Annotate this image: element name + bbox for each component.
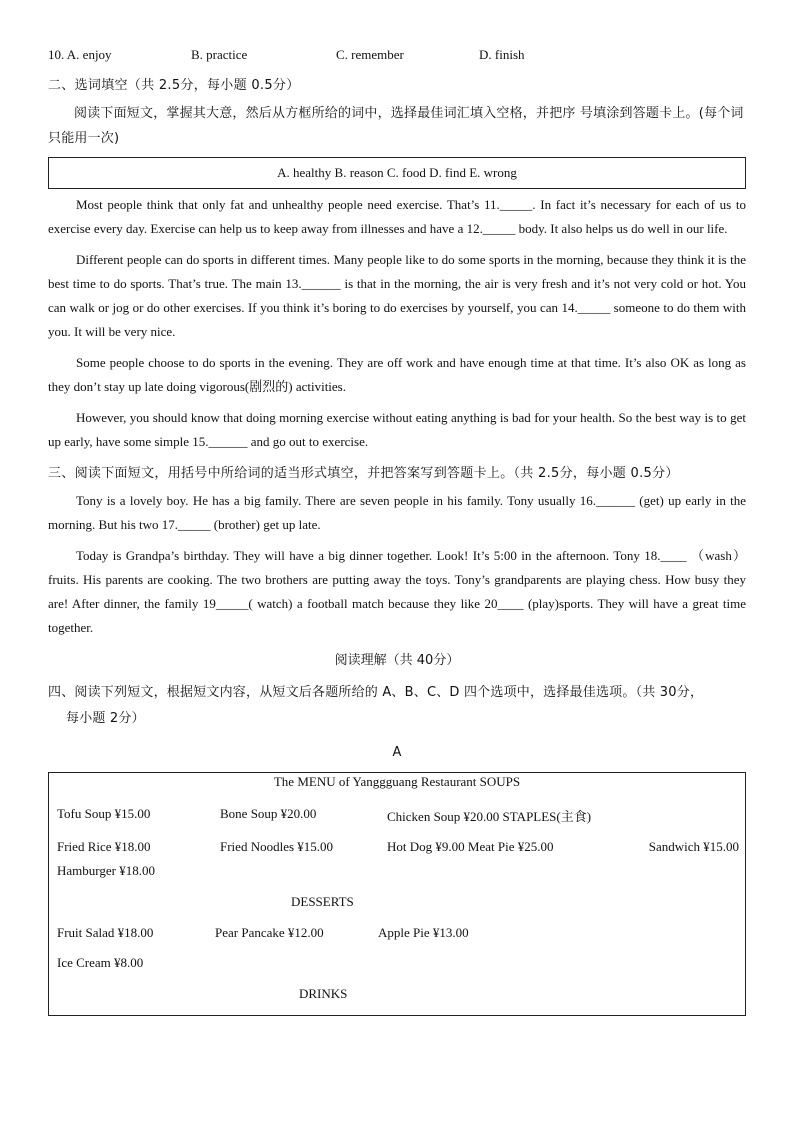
menu-item: Tofu Soup ¥15.00 bbox=[57, 806, 151, 821]
menu-title: The MENU of Yanggguang Restaurant SOUPS bbox=[273, 774, 521, 789]
section-4-heading bbox=[48, 680, 746, 732]
word-choice-box: A. healthy B. reason C. food D. find E. wrong bbox=[48, 157, 746, 189]
question-10-options bbox=[48, 44, 746, 66]
section-2-heading: 二、选词填空（共 2.5分，每小题 0.5分） bbox=[48, 78, 300, 93]
menu-item: Pear Pancake ¥12.00 bbox=[215, 925, 324, 940]
menu-item: Hamburger ¥18.00 bbox=[57, 863, 155, 878]
restaurant-menu-box bbox=[48, 772, 746, 1016]
passage-paragraph: Different people can do sports in different times. Many people like to do some sports in the morning, because they think it is the best time to do sports. That’s true. The main 13.______ is that in the morning, the air is very fresh and it’s not very cold or hot. You can walk or jog or do other exercises. If you think it’s boring to do exercises by yourself, you can 14._____ someone to do them with you. It will be very nice. bbox=[48, 252, 746, 339]
option-a: 10. A. enjoy bbox=[48, 47, 112, 62]
menu-item: Ice Cream ¥8.00 bbox=[57, 955, 144, 970]
menu-item: Bone Soup ¥20.00 bbox=[220, 806, 317, 821]
section-3-heading: 三、阅读下面短文，用括号中所给词的适当形式填空，并把答案写到答题卡上。（共 2.5分，每小题 0.5分） bbox=[48, 466, 679, 481]
menu-section-drinks: DRINKS bbox=[299, 986, 348, 1001]
menu-section-desserts: DESSERTS bbox=[291, 894, 354, 909]
section-4-heading-line-1: 四、阅读下列短文，根据短文内容，从短文后各题所给的 A、B、C、D 四个选项中，选择最佳选项。（共 30分， bbox=[48, 685, 704, 700]
passage-paragraph: Today is Grandpa’s birthday. They will have a big dinner together. Look! It’s 5:00 in the afternoon. Tony 18.____ （wash） fruits. His parents are cooking. The two brothers are putting away the toys. Tony’s grandparents are playing chess. How busy they are! After dinner, the family 19_____( watch) a football match because they like 20____ (play)sports. They will have a great time together. bbox=[48, 548, 746, 635]
passage-paragraph: Some people choose to do sports in the evening. They are off work and have enough time at that time. It’s also OK as long as they don’t stay up late doing vigorous(剧烈的) activities. bbox=[48, 355, 746, 394]
section-4-heading-line-2: 每小题 2分） bbox=[66, 711, 145, 726]
passage-paragraph: Tony is a lovely boy. He has a big family. There are seven people in his family. Tony usually 16.______ (get) up early in the morning. But his two 17._____ (brother) get up late. bbox=[48, 493, 746, 532]
menu-item: Sandwich ¥15.00 bbox=[648, 839, 739, 854]
exam-page bbox=[48, 44, 746, 1016]
menu-item: Apple Pie ¥13.00 bbox=[378, 925, 469, 940]
reading-comprehension-title: 阅读理解（共 40分） bbox=[334, 653, 460, 668]
menu-item: Fried Noodles ¥15.00 bbox=[220, 839, 334, 854]
menu-item: Fried Rice ¥18.00 bbox=[57, 839, 151, 854]
option-b: B. practice bbox=[191, 47, 248, 62]
option-d: D. finish bbox=[479, 47, 525, 62]
menu-item: Hot Dog ¥9.00 Meat Pie ¥25.00 bbox=[387, 839, 554, 854]
passage-paragraph: However, you should know that doing morning exercise without eating anything is bad for your health. So the best way is to get up early, have some simple 15.______ and go out to exercise. bbox=[48, 410, 746, 449]
passage-label: A bbox=[392, 745, 402, 760]
section-2-instruction: 阅读下面短文，掌握其大意，然后从方框所给的词中，选择最佳词汇填入空格，并把序 号填涂到答题卡上。(每个词只能用一次) bbox=[48, 106, 744, 146]
passage-paragraph: Most people think that only fat and unhealthy people need exercise. That’s 11._____. In fact it’s necessary for each of us to exercise every day. Exercise can help us to keep away from illnesses and have a 12._____ body. It also helps us do well in our life. bbox=[48, 197, 746, 236]
menu-item: Chicken Soup ¥20.00 STAPLES(主食) bbox=[387, 809, 592, 824]
menu-item: Fruit Salad ¥18.00 bbox=[57, 925, 154, 940]
option-c: C. remember bbox=[336, 47, 404, 62]
